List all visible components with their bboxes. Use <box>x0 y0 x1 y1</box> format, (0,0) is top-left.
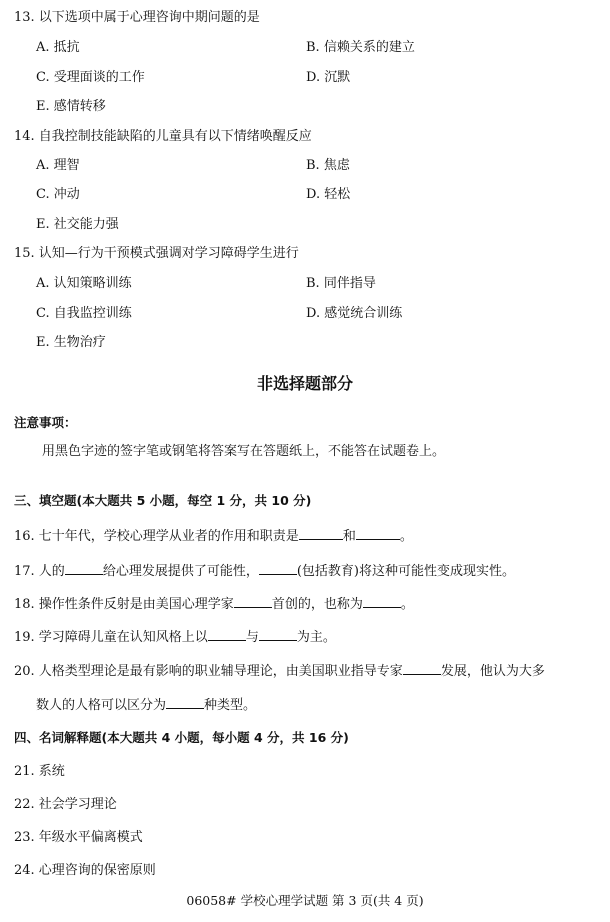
q16-blank-1[interactable] <box>299 527 343 540</box>
q13-stem: 13. 以下选项中属于心理咨询中期问题的是 <box>14 10 260 25</box>
q20-line-1 <box>14 662 545 681</box>
q20-line-2 <box>36 696 256 715</box>
q13-option-a: A. 抵抗 <box>36 40 80 55</box>
q23: 23. 年级水平偏离模式 <box>14 830 143 845</box>
q18-text-2: 首创的，也称为 <box>271 597 363 612</box>
q19-text-2: 与 <box>245 630 259 645</box>
q14-option-e: E. 社交能力强 <box>36 217 119 232</box>
q20-text-1: 20. 人格类型理论是最有影响的职业辅导理论，由美国职业指导专家 <box>14 664 403 679</box>
q18-line <box>14 595 414 614</box>
q17-line <box>14 562 515 581</box>
q15-option-d: D. 感觉统合训练 <box>306 306 403 321</box>
q19-text-1: 19. 学习障碍儿童在认知风格上以 <box>14 630 208 645</box>
q20-blank-2[interactable] <box>166 696 204 709</box>
q13-option-c: C. 受理面谈的工作 <box>36 70 145 85</box>
q19-blank-1[interactable] <box>208 628 246 641</box>
q18-blank-1[interactable] <box>234 595 272 608</box>
q20-text-2: 发展，他认为大多 <box>440 664 545 679</box>
q13-option-e: E. 感情转移 <box>36 99 106 114</box>
q19-blank-2[interactable] <box>259 628 297 641</box>
q14-option-a: A. 理智 <box>36 158 80 173</box>
section3-heading: 三、填空题(本大题共 5 小题，每空 1 分，共 10 分) <box>14 493 312 508</box>
q17-blank-2[interactable] <box>259 562 297 575</box>
q19-text-3: 为主。 <box>296 630 336 645</box>
q14-option-c: C. 冲动 <box>36 187 80 202</box>
q15-option-a: A. 认知策略训练 <box>36 276 132 291</box>
q17-text-2: 给心理发展提供了可能性， <box>102 564 259 579</box>
q14-option-d: D. 轻松 <box>306 187 351 202</box>
q19-line <box>14 628 336 647</box>
q17-text-3: (包括教育)将这种可能性变成现实性。 <box>296 564 515 579</box>
q20-text-3: 数人的人格可以区分为 <box>36 698 167 713</box>
q16-text-3: 。 <box>399 529 413 544</box>
q20-text-4: 种类型。 <box>204 698 257 713</box>
q16-text-1: 16. 七十年代，学校心理学从业者的作用和职责是 <box>14 529 299 544</box>
part-title: 非选择题部分 <box>256 374 353 393</box>
q22: 22. 社会学习理论 <box>14 797 117 812</box>
q24: 24. 心理咨询的保密原则 <box>14 863 156 878</box>
q17-blank-1[interactable] <box>65 562 103 575</box>
q16-line <box>14 527 413 546</box>
q21: 21. 系统 <box>14 764 65 779</box>
notice-text: 用黑色字迹的签字笔或钢笔将答案写在答题纸上，不能答在试题卷上。 <box>42 444 446 459</box>
q16-blank-2[interactable] <box>356 527 400 540</box>
q15-option-e: E. 生物治疗 <box>36 335 106 350</box>
page-footer: 06058# 学校心理学试题 第 3 页(共 4 页) <box>186 893 424 908</box>
q15-option-c: C. 自我监控训练 <box>36 306 132 321</box>
q14-option-b: B. 焦虑 <box>306 158 350 173</box>
section4-heading: 四、名词解释题(本大题共 4 小题，每小题 4 分，共 16 分) <box>14 730 349 745</box>
q14-stem: 14. 自我控制技能缺陷的儿童具有以下情绪唤醒反应 <box>14 129 312 144</box>
q18-blank-2[interactable] <box>363 595 401 608</box>
q20-blank-1[interactable] <box>403 662 441 675</box>
q13-option-b: B. 信赖关系的建立 <box>306 40 415 55</box>
q15-stem: 15. 认知—行为干预模式强调对学习障碍学生进行 <box>14 246 299 261</box>
q16-text-2: 和 <box>342 529 356 544</box>
q18-text-3: 。 <box>400 597 414 612</box>
notice-heading: 注意事项： <box>14 415 77 430</box>
q13-option-d: D. 沉默 <box>306 70 351 85</box>
q15-option-b: B. 同伴指导 <box>306 276 376 291</box>
q17-text-1: 17. 人的 <box>14 564 65 579</box>
q18-text-1: 18. 操作性条件反射是由美国心理学家 <box>14 597 234 612</box>
